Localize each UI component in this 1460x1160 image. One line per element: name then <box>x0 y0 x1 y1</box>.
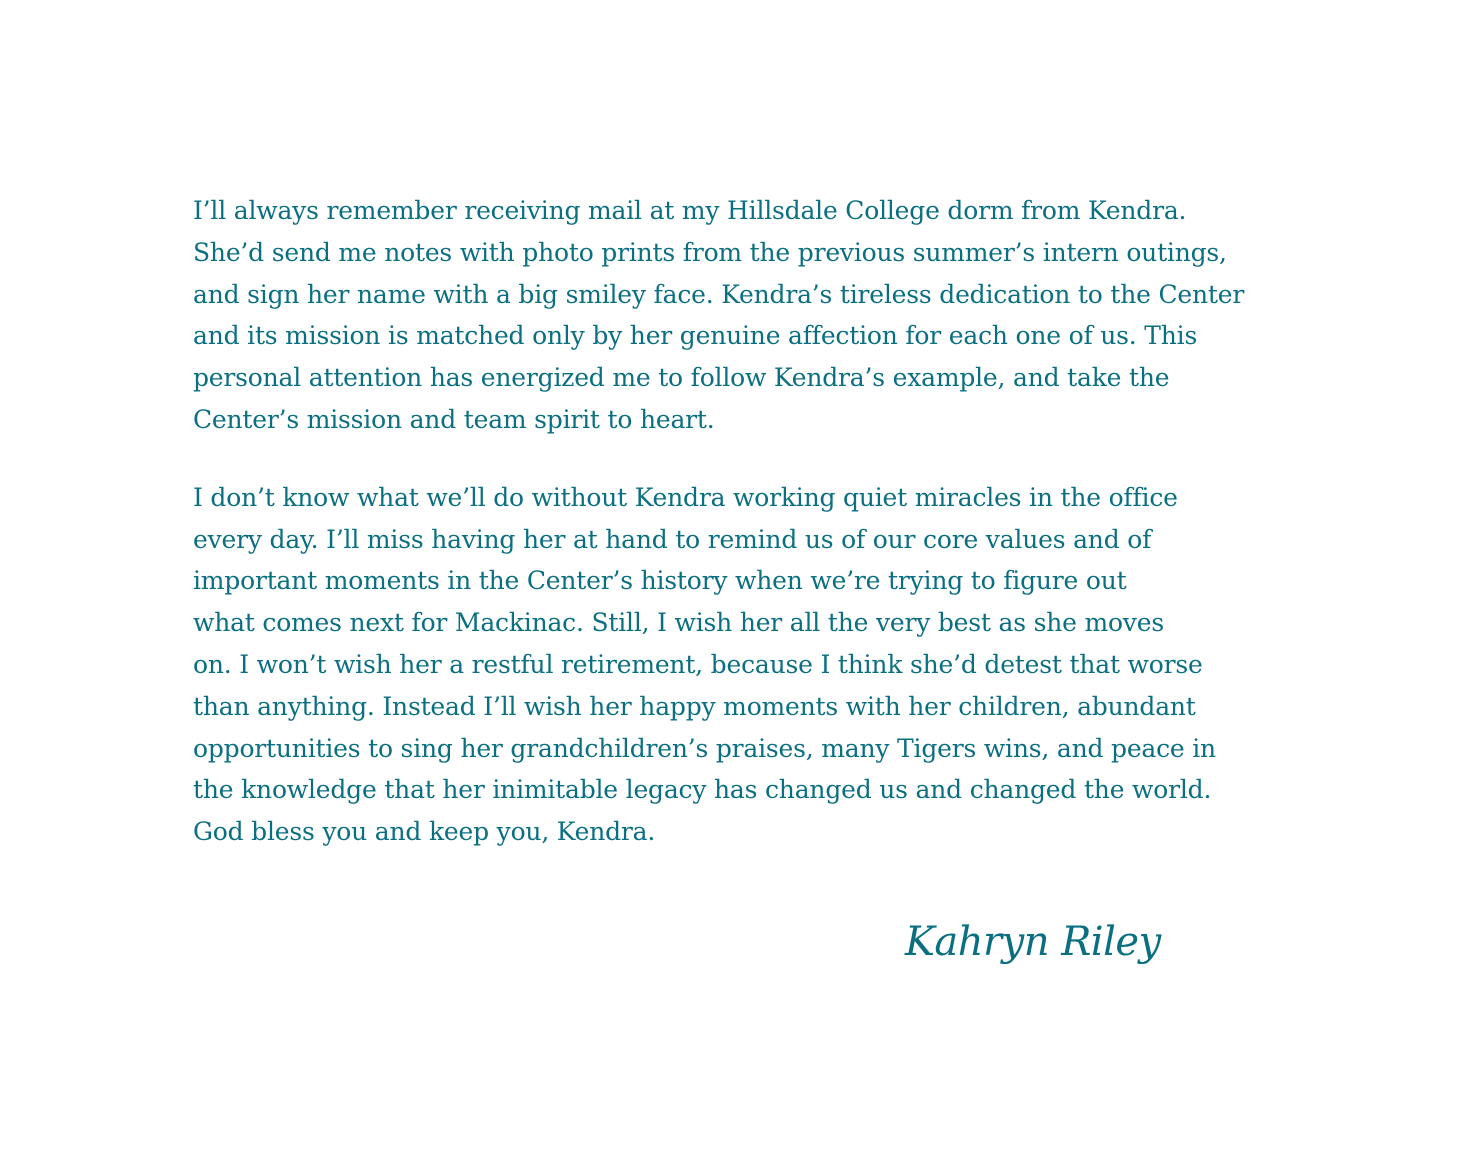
paragraph-line: I don’t know what we’ll do without Kendra working quiet miracles in the office <box>193 482 1178 512</box>
paragraph-line: I’ll always remember receiving mail at my Hillsdale College dorm from Kendra. <box>193 196 1187 225</box>
paragraph-line: and sign her name with a big smiley face. Kendra’s tireless dedication to the Center <box>193 279 1245 309</box>
paragraph-line: on. I won’t wish her a restful retirement, because I think she’d detest that worse <box>193 649 1203 679</box>
paragraph-line: every day. I’ll miss having her at hand to remind us of our core values and of <box>193 524 1152 554</box>
paragraph-line: than anything. Instead I’ll wish her happy moments with her children, abundant <box>193 691 1196 721</box>
paragraph-line: personal attention has energized me to follow Kendra’s example, and take the <box>193 363 1170 393</box>
paragraph-line: the knowledge that her inimitable legacy has changed us and changed the world. <box>193 775 1212 805</box>
letter-body <box>193 190 1303 853</box>
paragraph-line: what comes next for Mackinac. Still, I wish her all the very best as she moves <box>193 608 1164 638</box>
paragraph-line: important moments in the Center’s history when we’re trying to figure out <box>193 566 1127 596</box>
paragraph-line: opportunities to sing her grandchildren’s praises, many Tigers wins, and peace in <box>193 733 1216 763</box>
paragraph-line: She’d send me notes with photo prints from the previous summer’s intern outings, <box>193 237 1227 267</box>
paragraph-2 <box>193 477 1303 853</box>
signature: Kahryn Riley <box>905 919 1161 965</box>
paragraph-1 <box>193 190 1303 441</box>
paragraph-line: Center’s mission and team spirit to heart. <box>193 404 715 434</box>
paragraph-line: and its mission is matched only by her genuine affection for each one of us. This <box>193 321 1198 351</box>
paragraph-line: God bless you and keep you, Kendra. <box>193 817 656 847</box>
